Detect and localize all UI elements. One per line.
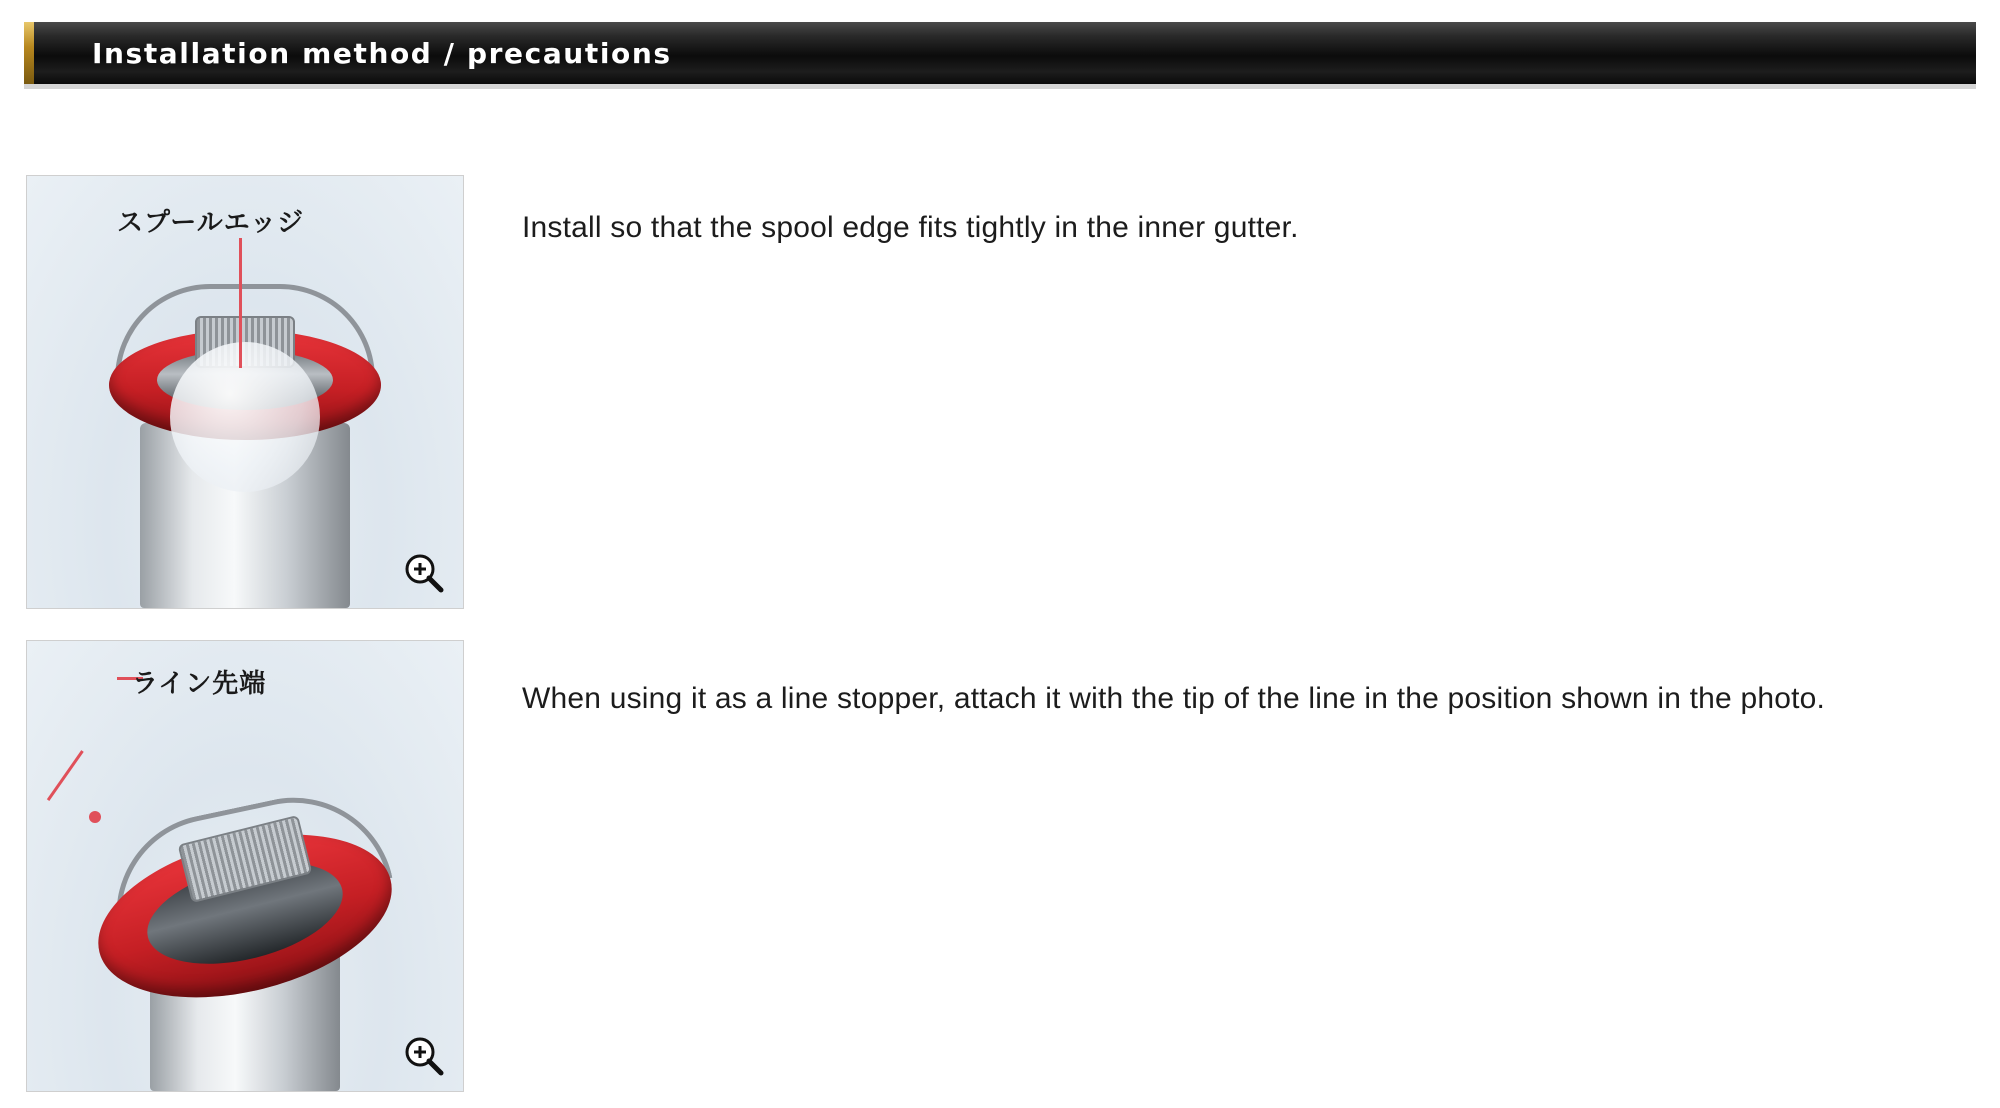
reel-illustration [95, 268, 395, 608]
content-row-spool-edge [26, 175, 1299, 609]
caption-spool-edge: Install so that the spool edge fits tightly in the inner gutter. [522, 211, 1299, 244]
page-title: Installation method / precautions [92, 36, 672, 70]
zoom-highlight-circle [170, 342, 320, 492]
callout-label-spool-edge: スプールエッジ [117, 208, 305, 238]
content-row-line-tip [26, 640, 1825, 1092]
magnifier-plus-icon[interactable] [401, 1033, 445, 1077]
callout-endpoint-dot [89, 811, 101, 823]
header-accent-stripe [24, 22, 34, 84]
caption-line-tip: When using it as a line stopper, attach it with the tip of the line in the position shown in the photo. [522, 682, 1826, 715]
callout-leader-line [239, 238, 242, 368]
magnifier-plus-icon[interactable] [401, 550, 445, 594]
callout-label-line-tip: ライン先端 [132, 669, 267, 699]
thumbnail-spool-edge[interactable] [26, 175, 464, 609]
thumbnail-line-tip[interactable] [26, 640, 464, 1092]
section-header-bar [24, 22, 1976, 84]
header-underline [24, 84, 1976, 89]
reel-illustration [80, 721, 410, 1091]
